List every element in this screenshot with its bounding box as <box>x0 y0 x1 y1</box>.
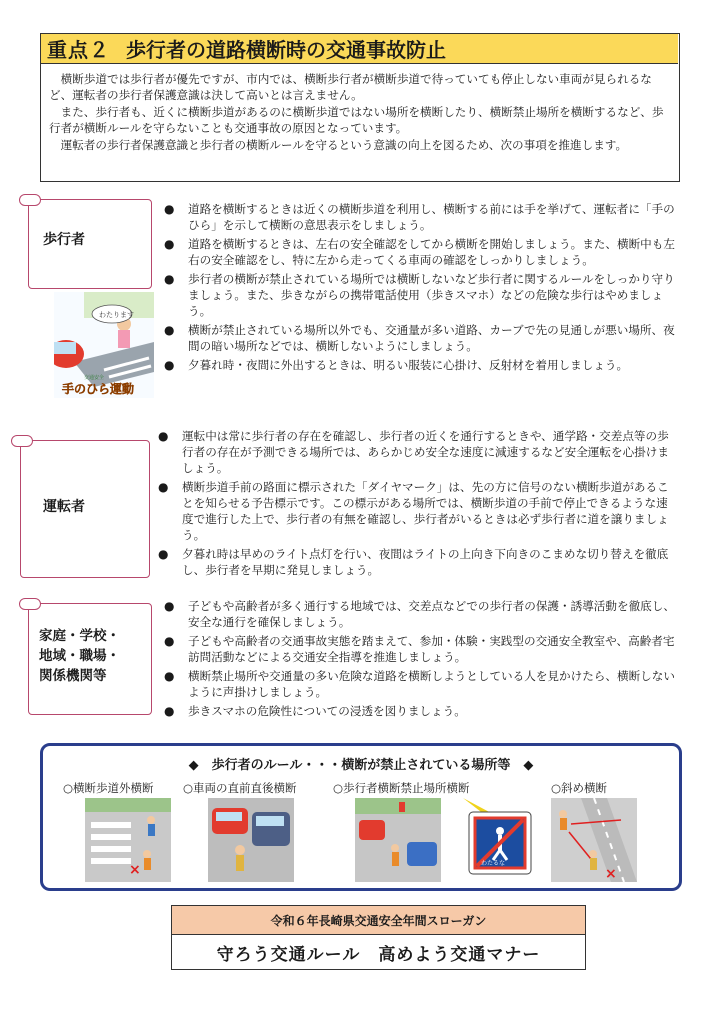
tab-pedestrian <box>28 199 152 289</box>
priority-number: 重点２ <box>47 38 110 62</box>
list-item-text: 横断が禁止されている場所以外でも、交通量が多い道路、カーブで先の見通しが悪い場所、夜間の暗い場所などでは、横断しないようにしましょう。 <box>188 323 675 353</box>
list-item-text: 道路を横断するときは近くの横断歩道を利用し、横断する前には手を挙げて、運転者に「手のひら」を示して横断の意思表示をしましょう。 <box>188 202 675 232</box>
crossing-in-front-of-vehicle-illustration <box>208 798 294 882</box>
bullet-icon: ● <box>164 323 175 337</box>
list-item-text: 子どもや高齢者が多く通行する地域では、交差点などでの歩行者の保護・誘導活動を徹底し、安全な通行を確保しましょう。 <box>188 599 675 629</box>
tab-community-line: 家庭・学校・ <box>39 628 120 644</box>
driver-list <box>158 428 678 581</box>
list-item <box>158 428 678 476</box>
community-list <box>164 598 678 722</box>
hand-wave-illustration <box>54 292 154 398</box>
bullet-icon: ● <box>164 237 175 251</box>
slogan-main: 守ろう交通ルール 高めよう交通マナー <box>216 944 541 965</box>
rules-heading: ◆ 歩行者のルール・・・横断が禁止されている場所等 ◆ <box>188 758 534 773</box>
rules-box <box>40 743 682 891</box>
header-box <box>40 33 680 182</box>
list-item-text: 夕暮れ時・夜間に外出するときは、明るい服装に心掛け、反射材を着用しましょう。 <box>188 358 629 372</box>
list-item-text: 道路を横断するときは、左右の安全確認をしてから横断を開始しましょう。また、横断中も左右の安全確認をし、特に左から走ってくる車両の確認をしっかりしましょう。 <box>188 237 675 267</box>
tab-pedestrian-label: 歩行者 <box>43 232 85 248</box>
tab-community-line: 地域・職場・ <box>39 648 120 664</box>
intro-paragraph: また、歩行者も、近くに横断歩道があるのに横断歩道ではない場所を横断したり、横断禁止場所を横断するなど、歩行者が横断ルールを守らないことも交通事故の原因となっています。 <box>49 104 664 136</box>
bullet-icon: ● <box>164 669 175 683</box>
list-item <box>158 479 678 543</box>
speech-bubble-text: わたります <box>99 311 134 319</box>
illus-small-text: 交通安全 <box>84 375 105 381</box>
list-item-text: 夕暮れ時は早めのライト点灯を行い、夜間はライトの上向き下向きのこまめな切り替えを徹底し、歩行者を早期に発見しましょう。 <box>182 547 669 577</box>
bullet-icon: ● <box>164 272 175 286</box>
illus-caption: 手のひら運動 <box>62 382 135 396</box>
bullet-icon: ● <box>158 547 169 561</box>
list-item <box>158 546 678 578</box>
bullet-icon: ● <box>164 599 175 613</box>
no-crossing-sign-icon <box>463 798 535 882</box>
slogan-title: 令和６年長崎県交通安全年間スローガン <box>172 906 585 935</box>
pedestrian-list <box>164 201 678 376</box>
bullet-icon: ● <box>164 634 175 648</box>
list-item <box>164 633 678 665</box>
list-item-text: 子どもや高齢者の交通事故実態を踏まえて、参加・体験・実践型の交通安全教室や、高齢者宅訪問活動などによる交通安全指導を推進しましょう。 <box>188 634 675 664</box>
list-item <box>164 703 678 719</box>
intro-text <box>49 71 674 153</box>
bullet-icon: ● <box>158 480 169 494</box>
list-item <box>164 598 678 630</box>
list-item <box>164 201 678 233</box>
list-item-text: 横断歩道手前の路面に標示された「ダイヤマーク」は、先の方に信号のない横断歩道があることを知らせる予告標示です。この標示がある場所では、横断歩道の手前で停止できるような速度で進行した上で、歩行者の有無を確認し、歩行者がいるときは必ず歩行者に道を譲りましょう。 <box>182 480 669 542</box>
rule-label: ○横断歩道外横断 <box>63 781 154 795</box>
list-item-text: 横断禁止場所や交通量の多い危険な道路を横断しようとしている人を見かけたら、横断しないように声掛けしましょう。 <box>188 669 675 699</box>
rule-label: ○歩行者横断禁止場所横断 <box>333 781 470 795</box>
tab-community <box>28 603 152 715</box>
list-item-text: 歩行者の横断が禁止されている場所では横断しないなど歩行者に関するルールをしっかり守りましょう。また、歩きながらの携帯電話使用（歩きスマホ）などの危険な歩行はやめましょう。 <box>188 272 675 318</box>
list-item <box>164 322 678 354</box>
diagonal-crossing-illustration <box>551 798 637 882</box>
list-item <box>164 236 678 268</box>
bullet-icon: ● <box>164 704 175 718</box>
bullet-icon: ● <box>164 202 175 216</box>
no-crossing-zone-illustration <box>355 798 441 882</box>
list-item <box>164 357 678 373</box>
list-item <box>164 271 678 319</box>
intro-paragraph: 横断歩道では歩行者が優先ですが、市内では、横断歩行者が横断歩道で待っていても停止しない車両が見られるなど、運転者の歩行者保護意識は決して高いとは言えません。 <box>49 72 652 103</box>
tab-community-label <box>39 626 120 686</box>
list-item <box>164 668 678 700</box>
svg-text:×: × <box>129 862 141 878</box>
bullet-icon: ● <box>164 358 175 372</box>
slogan-box <box>171 905 586 970</box>
priority-title: 歩行者の道路横断時の交通事故防止 <box>126 38 446 62</box>
rule-label: ○斜め横断 <box>551 781 608 795</box>
intro-paragraph: 運転者の歩行者保護意識と歩行者の横断ルールを守るという意識の向上を図るため、次の事項を推進します。 <box>60 137 628 152</box>
sign-text: わたるな <box>481 860 506 867</box>
page-title <box>41 34 678 64</box>
crossing-outside-crosswalk-illustration <box>85 798 171 882</box>
bullet-icon: ● <box>158 429 169 443</box>
tab-driver-label: 運転者 <box>43 499 85 515</box>
tab-driver <box>20 440 150 578</box>
tab-community-line: 関係機関等 <box>39 668 107 684</box>
svg-text:×: × <box>605 866 617 882</box>
rule-label: ○車両の直前直後横断 <box>183 781 297 795</box>
list-item-text: 歩きスマホの危険性についての浸透を図りましょう。 <box>188 704 466 718</box>
list-item-text: 運転中は常に歩行者の存在を確認し、歩行者の近くを通行するときや、通学路・交差点等の歩行者の存在が予測できる場所では、あらかじめ安全な速度に減速するなど安全運転を心掛けましょう。 <box>182 429 669 475</box>
